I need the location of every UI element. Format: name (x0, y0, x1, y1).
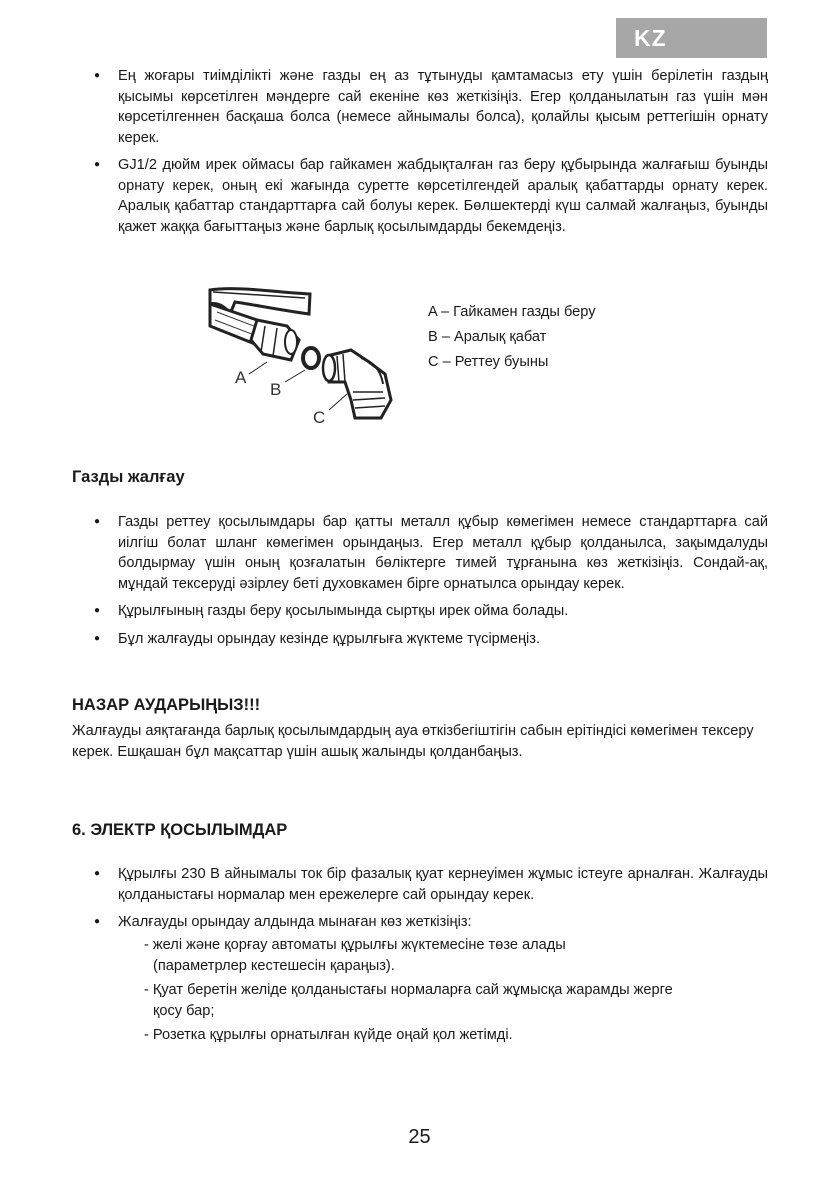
electric-bullet-list (72, 864, 768, 933)
list-item: ● Бұл жалғауды орындау кезінде құрылғыға жүктеме түсірмеңіз. (72, 629, 768, 650)
sub-item (144, 1025, 513, 1046)
gas-connection-section (72, 512, 768, 656)
electric-heading: 6. ЭЛЕКТР ҚОСЫЛЫМДАР (72, 821, 288, 839)
intro-section (72, 66, 768, 244)
intro-bullet-list (72, 66, 768, 237)
list-item: ● Газды реттеу қосылымдары бар қатты металл құбыр көмегімен немесе стандарттарға сай иілгіш болат шланг көмегімен орындаңыз. Егер металл құбыр қолданылса, зақымдалуды болдырмау үшін оның қозғалатын бөліктерге тимей тұрғанына көз жеткізіңіз. Сондай-ақ, мұндай тексеруді әзірлеу беті духовкамен бірге орнатылса орындау керек. (72, 512, 768, 594)
list-item: ● GJ1/2 дюйм ирек оймасы бар гайкамен жабдықталған газ беру құбырында жалғағыш буынды орнату керек, оның екі жағында суретте көрсетілгендей аралық қабаттарды орнату керек. Аралық қабаттар стандарттарға сай болуы керек. Бөлшектерді күш салмай жалғаңыз, буынды қажет жаққа бағыттаңыз және барлық қосылымдарды бекемдеңіз. (72, 155, 768, 237)
label-a: A (235, 368, 247, 387)
pipe-fitting-illustration (205, 282, 410, 432)
sub-item-line: (параметрлер кестешесін қараңыз). (153, 957, 395, 974)
label-b: B (270, 380, 282, 399)
gas-connection-heading: Газды жалғау (72, 468, 185, 486)
sub-item-line: - Розетка құрылғы орнатылған күйде оңай қол жетімді. (144, 1027, 513, 1043)
sub-item-line: қосу бар; (153, 1002, 215, 1019)
electric-section (72, 864, 768, 940)
gas-connection-figure (205, 282, 410, 432)
language-badge: KZ (616, 18, 767, 58)
sub-item-line: - Қуат беретін желіде қолданыстағы нормаларға сай жұмысқа жарамды жерге (144, 982, 673, 998)
sub-item (144, 935, 566, 976)
label-c: C (313, 408, 326, 427)
attention-text: Жалғауды аяқтағанда барлық қосылымдардың ауа өткізбегіштігін сабын ерітіндісі көмегімен тексеру керек. Ешқашан бұл мақсаттар үшін ашық жалынды қолданбаңыз. (72, 723, 754, 760)
gas-bullet-list (72, 512, 768, 649)
list-item: ● Құрылғы 230 В айнымалы ток бір фазалық қуат кернеуімен жұмыс істеуге арналған. Жалғауды қолданыстағы нормалар мен ережелерге сай орындау керек. (72, 864, 768, 905)
sub-item-line: - желі және қорғау автоматы құрылғы жүктемесіне төзе алады (144, 937, 566, 953)
sub-item (144, 980, 673, 1021)
page-number: 25 (408, 1126, 431, 1148)
list-item: ● Жалғауды орындау алдында мынаған көз жеткізіңіз: (72, 912, 768, 933)
legend-item-a: A – Гайкамен газды беру (428, 304, 596, 320)
attention-heading: НАЗАР АУДАРЫҢЫЗ!!! (72, 696, 261, 714)
legend-item-b: B – Аралық қабат (428, 329, 547, 345)
figure-legend (428, 300, 596, 375)
list-item: ● Ең жоғары тиімділікті және газды ең аз тұтынуды қамтамасыз ету үшін берілетін газдың қысымы көрсетілген мәндерге сай екеніне көз жеткізіңіз. Егер қолданылатын газ үшін мән көрсетілгеннен басқаша болса (немесе айнымалы болса), қолайлы қысым реттегішін орнату керек. (72, 66, 768, 148)
list-item: ● Құрылғының газды беру қосылымында сыртқы ирек ойма болады. (72, 601, 768, 622)
legend-item-c: C – Реттеу буыны (428, 354, 549, 370)
